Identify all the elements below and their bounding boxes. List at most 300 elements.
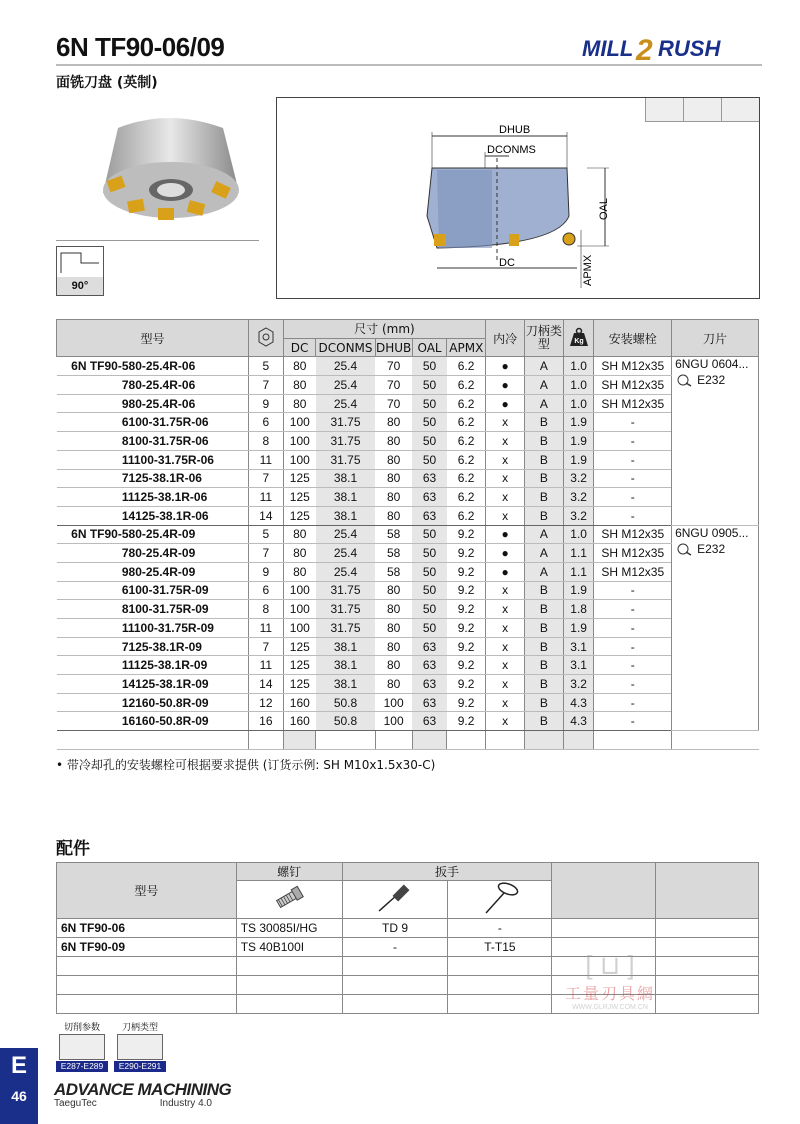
cell-oal: 50: [412, 394, 447, 413]
acc-cell-empty: [57, 976, 237, 995]
shoulder-milling-icon: [721, 98, 759, 122]
cell-kg: 1.0: [563, 394, 594, 413]
cell-shank: B: [525, 693, 564, 712]
cell-z: 9: [249, 562, 284, 581]
cell-dc: 125: [283, 675, 316, 694]
cell-z: 9: [249, 394, 284, 413]
cell-apmx: 6.2: [447, 357, 486, 376]
empty-cell: [486, 731, 525, 750]
cell-coolant: x: [486, 656, 525, 675]
magnifier-book-icon: [675, 542, 695, 556]
cell-shank: A: [525, 357, 564, 376]
acc-cell-empty: [448, 976, 552, 995]
cell-apmx: 6.2: [447, 413, 486, 432]
cell-dc: 80: [283, 525, 316, 544]
model-prefix: [57, 544, 122, 563]
watermark-mark: [ ⊔ ]: [585, 950, 635, 980]
model-prefix: [57, 394, 122, 413]
model-code: 6100-31.75R-09: [122, 581, 249, 600]
magnifier-book-icon: [675, 373, 695, 387]
cell-kg: 1.9: [563, 413, 594, 432]
cell-z: 11: [249, 488, 284, 507]
screwdriver-icon: [373, 881, 417, 915]
teeth-count-icon: [255, 326, 277, 348]
cell-shank: A: [525, 562, 564, 581]
cell-coolant: ●: [486, 562, 525, 581]
cell-dc: 80: [283, 376, 316, 395]
cell-dc: 125: [283, 637, 316, 656]
cell-oal: 50: [412, 581, 447, 600]
cell-z: 5: [249, 525, 284, 544]
t-wrench-icon: [478, 881, 522, 915]
cell-kg: 1.9: [563, 432, 594, 451]
cell-screw: SH M12x35: [594, 357, 672, 376]
acc-cell-empty: [448, 957, 552, 976]
model-code: 7125-38.1R-09: [122, 637, 249, 656]
cell-shank: B: [525, 712, 564, 731]
empty-cell: [672, 731, 759, 750]
table-row: [57, 919, 759, 938]
cell-shank: B: [525, 600, 564, 619]
dhub-label: DHUB: [499, 124, 531, 136]
section-letter: E: [10, 1052, 27, 1079]
cell-coolant: ●: [486, 525, 525, 544]
model-code: 6100-31.75R-06: [122, 413, 249, 432]
cell-dc: 125: [283, 469, 316, 488]
model-code: 14125-38.1R-09: [122, 675, 249, 694]
cell-kg: 1.0: [563, 525, 594, 544]
badge-label: 刀柄类型: [121, 1023, 158, 1033]
cell-kg: 1.9: [563, 581, 594, 600]
insert-cell: [672, 357, 759, 525]
cell-dhub: 80: [375, 600, 412, 619]
cell-oal: 63: [412, 488, 447, 507]
acc-cell-empty: [236, 976, 342, 995]
cell-z: 12: [249, 693, 284, 712]
model-prefix: [57, 619, 122, 638]
col-dims-group: 尺寸 (mm): [283, 320, 485, 339]
insert-page-link[interactable]: [675, 542, 758, 556]
cell-dhub: 70: [375, 376, 412, 395]
dconms-label: DCONMS: [487, 144, 536, 156]
cell-coolant: x: [486, 693, 525, 712]
cell-apmx: 6.2: [447, 450, 486, 469]
cell-coolant: x: [486, 469, 525, 488]
model-prefix: [57, 469, 122, 488]
cell-kg: 3.2: [563, 469, 594, 488]
cell-dconms: 38.1: [316, 675, 375, 694]
acc-col-model: 型号: [57, 863, 237, 919]
cell-dc: 125: [283, 488, 316, 507]
model-prefix: [57, 376, 122, 395]
cell-dconms: 50.8: [316, 712, 375, 731]
cell-dc: 100: [283, 619, 316, 638]
cell-dconms: 25.4: [316, 357, 375, 376]
cell-oal: 50: [412, 357, 447, 376]
cell-oal: 50: [412, 525, 447, 544]
cell-dc: 80: [283, 357, 316, 376]
cell-kg: 3.1: [563, 656, 594, 675]
apmx-label: APMX: [582, 254, 594, 286]
cell-oal: 50: [412, 413, 447, 432]
svg-text:2: 2: [636, 34, 653, 66]
acc-cell-empty: [448, 995, 552, 1014]
cell-shank: A: [525, 525, 564, 544]
model-code: 14125-38.1R-06: [122, 506, 249, 525]
cell-z: 7: [249, 376, 284, 395]
acc-cell-empty: [342, 995, 448, 1014]
table-row: [57, 600, 759, 619]
cell-dhub: 58: [375, 525, 412, 544]
model-code: 16160-50.8R-09: [122, 712, 249, 731]
cell-screw: -: [594, 413, 672, 432]
cell-dconms: 31.75: [316, 581, 375, 600]
cell-dc: 100: [283, 600, 316, 619]
acc-cell-empty: [236, 995, 342, 1014]
cell-screw: SH M12x35: [594, 544, 672, 563]
cell-dconms: 31.75: [316, 619, 375, 638]
model-prefix: [57, 488, 122, 507]
cell-dc: 80: [283, 394, 316, 413]
cell-shank: B: [525, 675, 564, 694]
table-row: [57, 637, 759, 656]
shank-type-badge[interactable]: [114, 1020, 166, 1072]
cell-z: 7: [249, 544, 284, 563]
table-row: [57, 712, 759, 731]
cell-oal: 63: [412, 712, 447, 731]
cell-coolant: ●: [486, 357, 525, 376]
cell-z: 6: [249, 413, 284, 432]
cell-screw: SH M12x35: [594, 525, 672, 544]
col-dconms: DCONMS: [316, 338, 375, 357]
col-oal: OAL: [412, 338, 447, 357]
acc-cell-model: 6N TF90-09: [57, 938, 237, 957]
cell-dhub: 70: [375, 394, 412, 413]
cell-oal: 50: [412, 544, 447, 563]
cell-dhub: 80: [375, 413, 412, 432]
cell-apmx: 6.2: [447, 376, 486, 395]
cell-dconms: 31.75: [316, 413, 375, 432]
model-code: 11125-38.1R-06: [122, 488, 249, 507]
cell-kg: 3.2: [563, 675, 594, 694]
table-row: [57, 581, 759, 600]
col-apmx: APMX: [447, 338, 486, 357]
insert-name: 6NGU 0905...: [675, 525, 749, 540]
cell-screw: -: [594, 712, 672, 731]
cell-screw: -: [594, 637, 672, 656]
table-row: [57, 432, 759, 451]
mill2rush-logo: [582, 32, 762, 66]
col-insert: 刀片: [672, 320, 759, 357]
cell-shank: B: [525, 488, 564, 507]
model-code: 8100-31.75R-09: [122, 600, 249, 619]
cell-kg: 1.9: [563, 450, 594, 469]
model-code: 580-25.4R-06: [122, 357, 249, 376]
cell-dconms: 38.1: [316, 488, 375, 507]
table-row: [57, 693, 759, 712]
cell-dhub: 80: [375, 675, 412, 694]
cell-dconms: 25.4: [316, 525, 375, 544]
acc-wrench2-image: [448, 881, 552, 919]
brand-left: TaeguTec: [54, 1098, 97, 1109]
model-prefix: [57, 600, 122, 619]
insert-ref: E232: [697, 373, 726, 388]
acc-cell-wrench2: -: [448, 919, 552, 938]
cell-screw: -: [594, 469, 672, 488]
cell-z: 11: [249, 656, 284, 675]
cell-screw: -: [594, 488, 672, 507]
model-code: 12160-50.8R-09: [122, 693, 249, 712]
oal-label: OAL: [598, 197, 610, 220]
empty-cell: [447, 731, 486, 750]
col-teeth: [249, 320, 284, 357]
cell-kg: 1.0: [563, 376, 594, 395]
cell-screw: -: [594, 581, 672, 600]
acc-cell-empty: [236, 957, 342, 976]
watermark: [540, 950, 680, 1020]
acc-cell-wrench1: TD 9: [342, 919, 448, 938]
table-row: [57, 488, 759, 507]
empty-cell: [283, 731, 316, 750]
col-weight: [563, 320, 594, 357]
cell-dc: 80: [283, 562, 316, 581]
cell-screw: -: [594, 450, 672, 469]
acc-col-wrench: 扳手: [342, 863, 552, 881]
acc-cell-wrench1: -: [342, 938, 448, 957]
cell-oal: 63: [412, 469, 447, 488]
cutting-data-badge[interactable]: [56, 1020, 108, 1072]
cell-apmx: 9.2: [447, 675, 486, 694]
acc-cell-empty: [342, 976, 448, 995]
cell-coolant: x: [486, 581, 525, 600]
cell-screw: -: [594, 675, 672, 694]
cell-coolant: ●: [486, 394, 525, 413]
empty-cell: [563, 731, 594, 750]
acc-cell-screw: TS 30085I/HG: [236, 919, 342, 938]
cell-z: 8: [249, 600, 284, 619]
acc-cell-empty: [57, 957, 237, 976]
cell-z: 14: [249, 675, 284, 694]
cell-dc: 100: [283, 581, 316, 600]
cell-z: 5: [249, 357, 284, 376]
model-prefix: [57, 450, 122, 469]
cell-coolant: x: [486, 675, 525, 694]
cell-apmx: 9.2: [447, 581, 486, 600]
cell-dhub: 80: [375, 581, 412, 600]
cell-shank: B: [525, 450, 564, 469]
cell-apmx: 9.2: [447, 693, 486, 712]
cell-z: 11: [249, 450, 284, 469]
section-tab: [0, 1048, 38, 1124]
cell-apmx: 9.2: [447, 712, 486, 731]
cell-apmx: 6.2: [447, 432, 486, 451]
model-code: 11100-31.75R-09: [122, 619, 249, 638]
cell-shank: B: [525, 637, 564, 656]
cell-oal: 50: [412, 450, 447, 469]
cell-coolant: x: [486, 600, 525, 619]
brand-right: Industry 4.0: [159, 1098, 212, 1109]
page-title: 6N TF90-06/09: [56, 32, 225, 62]
cell-apmx: 9.2: [447, 637, 486, 656]
model-prefix: [57, 432, 122, 451]
cell-kg: 4.3: [563, 693, 594, 712]
model-prefix: [57, 413, 122, 432]
cell-z: 8: [249, 432, 284, 451]
model-prefix: [57, 562, 122, 581]
accessories-title: 配件: [56, 839, 90, 859]
empty-cell: [122, 731, 249, 750]
cell-apmx: 6.2: [447, 488, 486, 507]
cell-coolant: x: [486, 432, 525, 451]
cell-screw: -: [594, 600, 672, 619]
cell-shank: B: [525, 413, 564, 432]
dc-label: DC: [499, 257, 515, 269]
table-row: [57, 450, 759, 469]
table-row: [57, 376, 759, 395]
cell-oal: 50: [412, 600, 447, 619]
model-prefix: [57, 675, 122, 694]
cell-dconms: 38.1: [316, 637, 375, 656]
model-prefix: 6N TF90-: [57, 357, 122, 376]
cell-dc: 100: [283, 413, 316, 432]
cell-kg: 1.1: [563, 562, 594, 581]
table-row-empty: [57, 731, 759, 750]
cell-kg: 3.2: [563, 506, 594, 525]
table-row: [57, 357, 759, 376]
cell-dconms: 31.75: [316, 432, 375, 451]
cell-kg: 1.1: [563, 544, 594, 563]
empty-cell: [375, 731, 412, 750]
cell-dconms: 50.8: [316, 693, 375, 712]
cell-z: 14: [249, 506, 284, 525]
page-number: 46: [11, 1088, 27, 1104]
cell-screw: -: [594, 619, 672, 638]
cell-dhub: 80: [375, 432, 412, 451]
cell-oal: 63: [412, 675, 447, 694]
cell-shank: B: [525, 506, 564, 525]
cell-dconms: 25.4: [316, 544, 375, 563]
cell-dhub: 80: [375, 637, 412, 656]
model-code: 580-25.4R-09: [122, 525, 249, 544]
cell-screw: SH M12x35: [594, 394, 672, 413]
table-row: [57, 394, 759, 413]
model-prefix: [57, 506, 122, 525]
model-code: 780-25.4R-06: [122, 376, 249, 395]
acc-cell-empty: [552, 919, 656, 938]
cell-dc: 160: [283, 712, 316, 731]
watermark-text: 工量刃具網: [564, 986, 655, 1003]
brand-main: ADVANCE MACHINING: [54, 1080, 232, 1099]
col-shank-type: 刀柄类型: [525, 320, 564, 357]
cell-apmx: 9.2: [447, 600, 486, 619]
cell-kg: 1.8: [563, 600, 594, 619]
table-row: [57, 544, 759, 563]
table-row: [57, 562, 759, 581]
model-prefix: [57, 656, 122, 675]
model-code: 780-25.4R-09: [122, 544, 249, 563]
cell-apmx: 6.2: [447, 469, 486, 488]
cell-coolant: x: [486, 712, 525, 731]
acc-col-blank-2: [656, 863, 759, 919]
spec-table-body: [57, 357, 759, 749]
cell-shank: B: [525, 432, 564, 451]
cell-oal: 50: [412, 562, 447, 581]
cell-z: 11: [249, 619, 284, 638]
cell-oal: 50: [412, 619, 447, 638]
empty-cell: [249, 731, 284, 750]
cell-dhub: 58: [375, 544, 412, 563]
cell-coolant: ●: [486, 376, 525, 395]
cell-dconms: 25.4: [316, 562, 375, 581]
cell-coolant: x: [486, 488, 525, 507]
cell-apmx: 9.2: [447, 562, 486, 581]
slotting-icon: [683, 98, 721, 122]
model-prefix: 6N TF90-: [57, 525, 122, 544]
model-prefix: [57, 712, 122, 731]
empty-cell: [57, 731, 122, 750]
cell-dconms: 25.4: [316, 376, 375, 395]
cell-shank: B: [525, 581, 564, 600]
cell-shank: B: [525, 619, 564, 638]
cell-screw: -: [594, 656, 672, 675]
badge-ref: E287-E289: [56, 1061, 108, 1072]
cell-coolant: x: [486, 619, 525, 638]
page-subtitle: 面铣刀盘 (英制): [56, 75, 158, 91]
acc-cell-screw: TS 40B100I: [236, 938, 342, 957]
acc-screw-image: [236, 881, 342, 919]
cell-shank: B: [525, 469, 564, 488]
cell-oal: 63: [412, 656, 447, 675]
cutter-product-image: [88, 98, 253, 238]
col-dhub: DHUB: [375, 338, 412, 357]
cell-apmx: 9.2: [447, 525, 486, 544]
svg-text:RUSH: RUSH: [658, 36, 721, 61]
cell-coolant: x: [486, 413, 525, 432]
cell-oal: 63: [412, 637, 447, 656]
insert-cell: [672, 525, 759, 731]
cell-kg: 3.1: [563, 637, 594, 656]
acc-wrench1-image: [342, 881, 448, 919]
col-screw: 安装螺栓: [594, 320, 672, 357]
cutting-data-icon: [59, 1034, 105, 1060]
cell-coolant: x: [486, 637, 525, 656]
cell-coolant: ●: [486, 544, 525, 563]
cell-dhub: 80: [375, 506, 412, 525]
model-code: 7125-38.1R-06: [122, 469, 249, 488]
cell-dhub: 58: [375, 562, 412, 581]
cell-dconms: 38.1: [316, 656, 375, 675]
cell-shank: A: [525, 394, 564, 413]
cell-dconms: 38.1: [316, 506, 375, 525]
table-row: [57, 469, 759, 488]
cell-dc: 80: [283, 544, 316, 563]
col-dc: DC: [283, 338, 316, 357]
insert-page-link[interactable]: [675, 373, 758, 387]
cell-dc: 125: [283, 656, 316, 675]
empty-cell: [412, 731, 447, 750]
approach-angle-box: [56, 246, 104, 296]
cell-apmx: 6.2: [447, 506, 486, 525]
cell-kg: 1.9: [563, 619, 594, 638]
model-code: 980-25.4R-09: [122, 562, 249, 581]
table-row: [57, 525, 759, 544]
weight-icon: [568, 327, 590, 347]
cell-dhub: 100: [375, 712, 412, 731]
spec-table: [56, 319, 759, 750]
weight-icon-text: Kg: [573, 337, 584, 345]
cell-coolant: x: [486, 506, 525, 525]
cell-dhub: 80: [375, 469, 412, 488]
